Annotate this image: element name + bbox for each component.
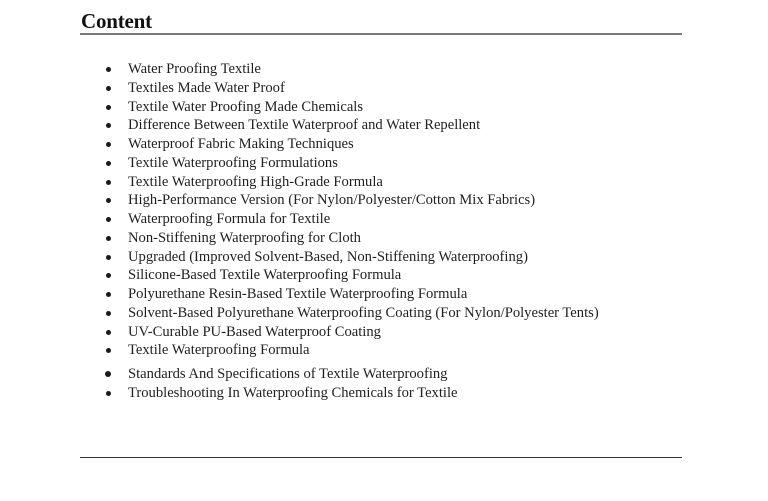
list-item bbox=[102, 116, 599, 135]
list-item bbox=[102, 98, 599, 117]
list-item bbox=[102, 304, 599, 323]
list-item bbox=[102, 384, 599, 403]
list-item-label: Troubleshooting In Waterproofing Chemicals for Textile bbox=[128, 384, 458, 401]
list-item-label: High-Performance Version (For Nylon/Polyester/Cotton Mix Fabrics) bbox=[128, 192, 536, 209]
bullet-icon bbox=[106, 86, 111, 91]
list-item bbox=[102, 341, 599, 360]
bullet-icon bbox=[106, 255, 111, 260]
list-item-label: Upgraded (Improved Solvent-Based, Non-Stiffening Waterproofing) bbox=[128, 248, 528, 265]
list-item-label: Textile Water Proofing Made Chemicals bbox=[128, 98, 364, 115]
list-item bbox=[102, 285, 599, 304]
bullet-icon bbox=[106, 198, 111, 203]
list-item-label: Non-Stiffening Waterproofing for Cloth bbox=[128, 229, 361, 246]
bullet-icon bbox=[106, 348, 111, 353]
bullet-icon bbox=[105, 371, 111, 377]
bullet-icon bbox=[106, 311, 111, 316]
title-divider bbox=[80, 33, 682, 35]
list-item-label: Waterproofing Formula for Textile bbox=[128, 211, 331, 227]
list-item bbox=[102, 365, 599, 384]
bullet-icon bbox=[106, 142, 111, 147]
list-item bbox=[102, 135, 599, 154]
list-item-label: Textile Waterproofing Formulations bbox=[128, 154, 338, 171]
list-item bbox=[102, 323, 599, 342]
list-item bbox=[102, 248, 599, 267]
bullet-icon bbox=[106, 292, 111, 297]
bullet-icon bbox=[106, 105, 111, 110]
bullet-icon bbox=[106, 123, 111, 128]
bullet-icon bbox=[106, 330, 111, 335]
list-item-label: Solvent-Based Polyurethane Waterproofing Coating (For Nylon/Polyester Tents) bbox=[128, 304, 599, 321]
list-item bbox=[102, 229, 599, 248]
bullet-icon bbox=[106, 180, 111, 185]
list-item-label: UV-Curable PU-Based Waterproof Coating bbox=[128, 323, 381, 340]
list-item-label: Silicone-Based Textile Waterproofing Formula bbox=[128, 267, 402, 284]
bullet-icon bbox=[106, 391, 111, 396]
bullet-icon bbox=[106, 67, 111, 72]
bullet-icon bbox=[106, 273, 111, 278]
list-item bbox=[102, 60, 599, 79]
list-item-label: Difference Between Textile Waterproof and Water Repellent bbox=[128, 117, 481, 134]
bullet-icon bbox=[106, 236, 111, 241]
bullet-icon bbox=[106, 161, 111, 166]
list-item-label: Standards And Specifications of Textile Waterproofing bbox=[128, 366, 448, 382]
list-item bbox=[102, 173, 599, 192]
contents-list bbox=[102, 60, 599, 403]
list-item-label: Textiles Made Water Proof bbox=[128, 79, 285, 96]
list-item bbox=[102, 191, 599, 210]
list-item-label: Water Proofing Textile bbox=[128, 61, 261, 77]
bullet-icon bbox=[106, 217, 111, 222]
list-item-label: Waterproof Fabric Making Techniques bbox=[128, 136, 354, 152]
footer-divider bbox=[80, 457, 682, 458]
list-item bbox=[102, 79, 599, 98]
list-item bbox=[102, 266, 599, 285]
page-title: Content bbox=[81, 9, 152, 33]
list-item-label: Textile Waterproofing High-Grade Formula bbox=[128, 173, 383, 190]
list-item-label: Textile Waterproofing Formula bbox=[128, 342, 310, 359]
list-item bbox=[102, 210, 599, 229]
list-item-label: Polyurethane Resin-Based Textile Waterproofing Formula bbox=[128, 286, 468, 302]
list-item bbox=[102, 154, 599, 173]
